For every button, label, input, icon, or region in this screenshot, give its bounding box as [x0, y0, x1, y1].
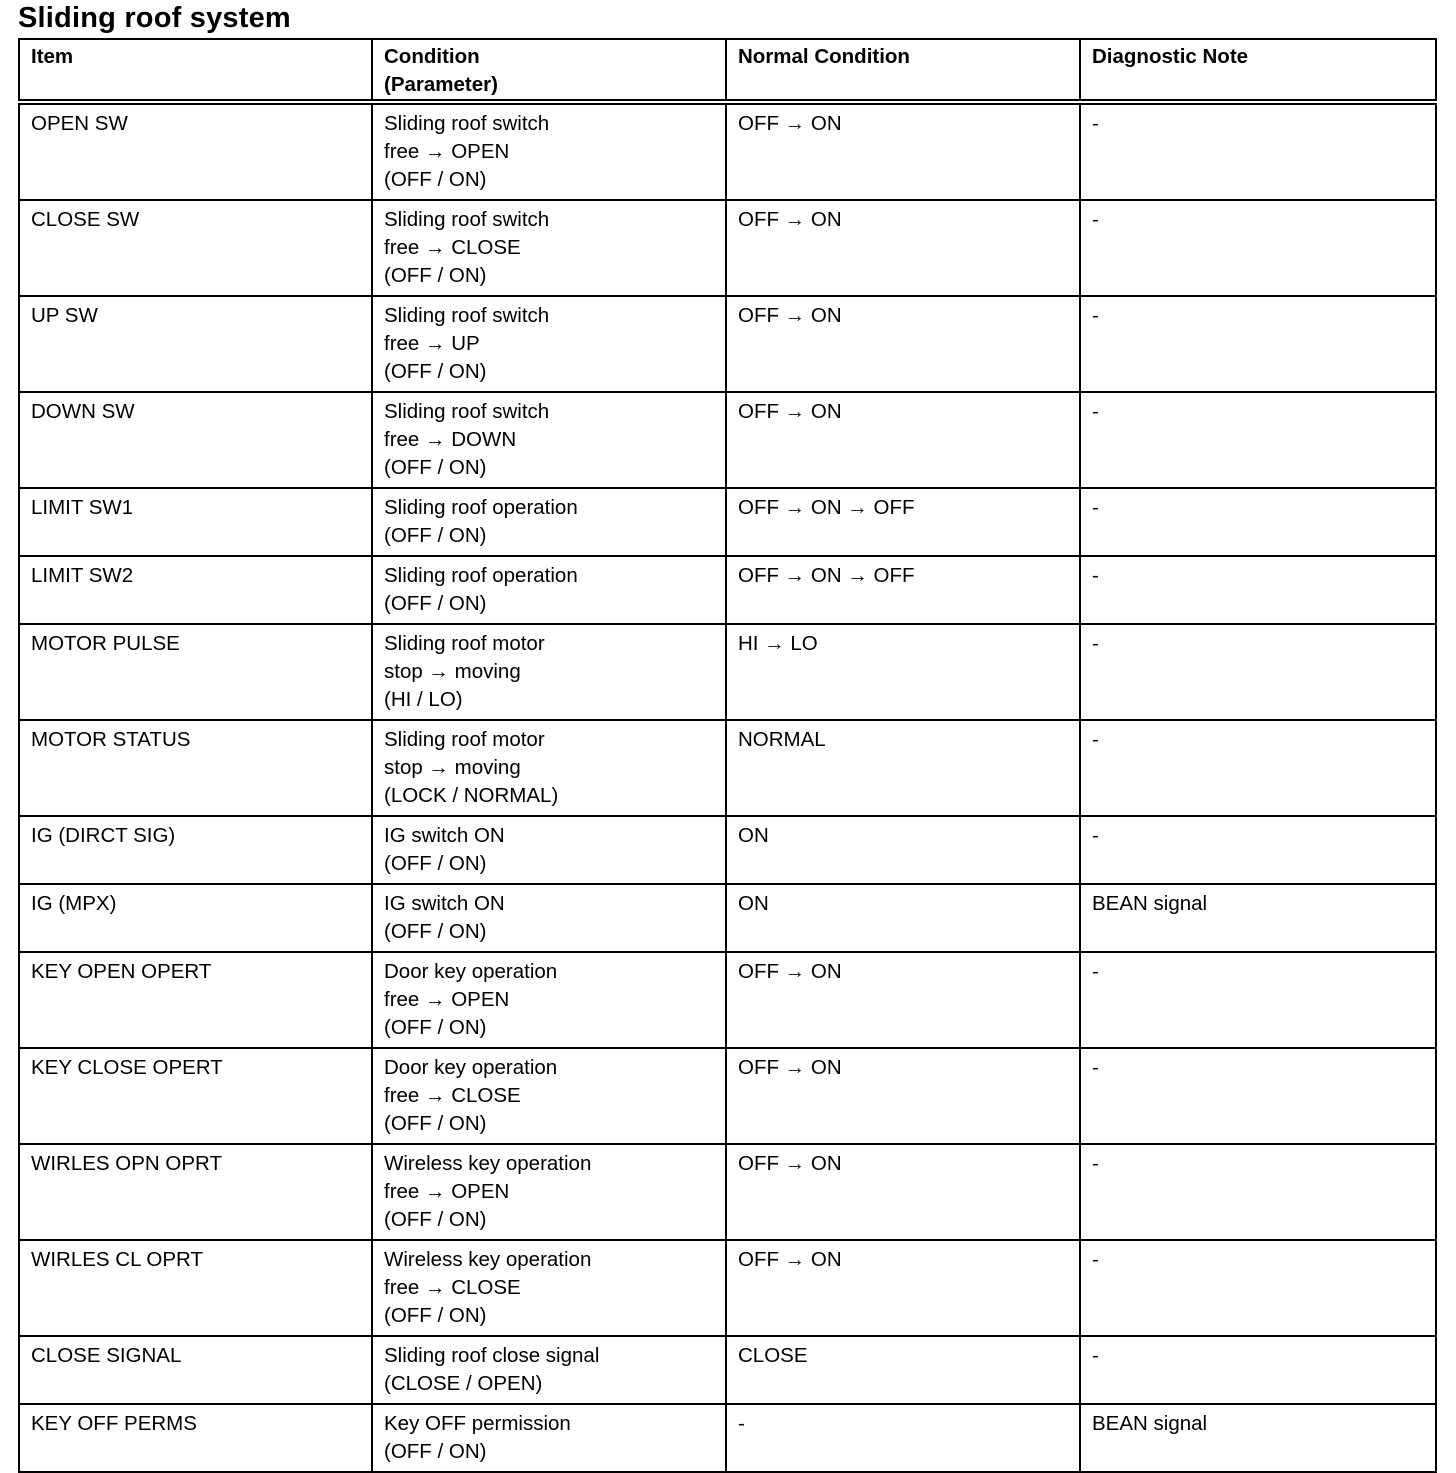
table-row — [19, 884, 1436, 952]
cell-item: IG (DIRCT SIG) — [19, 816, 372, 884]
cell-condition: Sliding roof switch free → DOWN (OFF / ON) — [372, 392, 726, 488]
cell-diagnostic-note: BEAN signal — [1080, 1404, 1436, 1472]
cell-normal-condition: ON — [726, 884, 1080, 952]
cell-normal-condition: HI → LO — [726, 624, 1080, 720]
table-row — [19, 1404, 1436, 1472]
cell-diagnostic-note: - — [1080, 1048, 1436, 1144]
table-row — [19, 1240, 1436, 1336]
header-item: Item — [19, 39, 372, 102]
cell-normal-condition: OFF → ON — [726, 296, 1080, 392]
cell-condition: Sliding roof motor stop → moving (LOCK / NORMAL) — [372, 720, 726, 816]
cell-item: LIMIT SW2 — [19, 556, 372, 624]
table-row — [19, 720, 1436, 816]
cell-normal-condition: OFF → ON — [726, 1048, 1080, 1144]
cell-diagnostic-note: - — [1080, 1336, 1436, 1404]
header-diagnostic-note: Diagnostic Note — [1080, 39, 1436, 102]
table-row — [19, 1336, 1436, 1404]
table-row — [19, 1048, 1436, 1144]
cell-item: CLOSE SIGNAL — [19, 1336, 372, 1404]
cell-diagnostic-note: - — [1080, 720, 1436, 816]
cell-diagnostic-note: - — [1080, 200, 1436, 296]
cell-normal-condition: OFF → ON → OFF — [726, 488, 1080, 556]
cell-normal-condition: OFF → ON — [726, 1240, 1080, 1336]
cell-item: WIRLES CL OPRT — [19, 1240, 372, 1336]
table-row — [19, 102, 1436, 200]
cell-condition: IG switch ON (OFF / ON) — [372, 884, 726, 952]
cell-condition: Wireless key operation free → OPEN (OFF / ON) — [372, 1144, 726, 1240]
cell-normal-condition: ON — [726, 816, 1080, 884]
table-row — [19, 624, 1436, 720]
cell-condition: Sliding roof switch free → CLOSE (OFF / ON) — [372, 200, 726, 296]
cell-condition: Door key operation free → OPEN (OFF / ON) — [372, 952, 726, 1048]
cell-normal-condition: OFF → ON — [726, 1144, 1080, 1240]
cell-condition: Sliding roof switch free → UP (OFF / ON) — [372, 296, 726, 392]
cell-diagnostic-note: - — [1080, 816, 1436, 884]
cell-diagnostic-note: - — [1080, 1240, 1436, 1336]
cell-condition: Sliding roof operation (OFF / ON) — [372, 488, 726, 556]
cell-item: DOWN SW — [19, 392, 372, 488]
table-row — [19, 952, 1436, 1048]
cell-diagnostic-note: - — [1080, 1144, 1436, 1240]
cell-item: LIMIT SW1 — [19, 488, 372, 556]
cell-condition: Sliding roof switch free → OPEN (OFF / ON) — [372, 102, 726, 200]
cell-diagnostic-note: - — [1080, 296, 1436, 392]
cell-condition: Sliding roof motor stop → moving (HI / LO) — [372, 624, 726, 720]
cell-normal-condition: OFF → ON — [726, 952, 1080, 1048]
table-row — [19, 1144, 1436, 1240]
cell-item: KEY OFF PERMS — [19, 1404, 372, 1472]
cell-normal-condition: OFF → ON — [726, 392, 1080, 488]
cell-diagnostic-note: - — [1080, 102, 1436, 200]
cell-item: MOTOR STATUS — [19, 720, 372, 816]
cell-diagnostic-note: - — [1080, 624, 1436, 720]
cell-normal-condition: CLOSE — [726, 1336, 1080, 1404]
cell-diagnostic-note: - — [1080, 488, 1436, 556]
cell-item: KEY CLOSE OPERT — [19, 1048, 372, 1144]
cell-condition: Sliding roof close signal (CLOSE / OPEN) — [372, 1336, 726, 1404]
cell-normal-condition: - — [726, 1404, 1080, 1472]
cell-normal-condition: OFF → ON — [726, 102, 1080, 200]
table-row — [19, 556, 1436, 624]
header-normal-condition: Normal Condition — [726, 39, 1080, 102]
table-row — [19, 200, 1436, 296]
cell-item: WIRLES OPN OPRT — [19, 1144, 372, 1240]
table-row — [19, 296, 1436, 392]
cell-diagnostic-note: - — [1080, 952, 1436, 1048]
cell-item: IG (MPX) — [19, 884, 372, 952]
cell-item: UP SW — [19, 296, 372, 392]
cell-condition: IG switch ON (OFF / ON) — [372, 816, 726, 884]
cell-normal-condition: OFF → ON → OFF — [726, 556, 1080, 624]
diagnostic-table — [18, 38, 1437, 1473]
cell-item: MOTOR PULSE — [19, 624, 372, 720]
header-condition: Condition (Parameter) — [372, 39, 726, 102]
table-row — [19, 816, 1436, 884]
table-row — [19, 392, 1436, 488]
page-title: Sliding roof system — [18, 2, 291, 34]
cell-diagnostic-note: - — [1080, 556, 1436, 624]
cell-condition: Sliding roof operation (OFF / ON) — [372, 556, 726, 624]
cell-condition: Door key operation free → CLOSE (OFF / ON) — [372, 1048, 726, 1144]
cell-condition: Wireless key operation free → CLOSE (OFF / ON) — [372, 1240, 726, 1336]
cell-normal-condition: OFF → ON — [726, 200, 1080, 296]
cell-item: OPEN SW — [19, 102, 372, 200]
table-header-row — [19, 39, 1436, 102]
cell-condition: Key OFF permission (OFF / ON) — [372, 1404, 726, 1472]
table-row — [19, 488, 1436, 556]
cell-diagnostic-note: BEAN signal — [1080, 884, 1436, 952]
cell-diagnostic-note: - — [1080, 392, 1436, 488]
cell-item: KEY OPEN OPERT — [19, 952, 372, 1048]
cell-normal-condition: NORMAL — [726, 720, 1080, 816]
cell-item: CLOSE SW — [19, 200, 372, 296]
